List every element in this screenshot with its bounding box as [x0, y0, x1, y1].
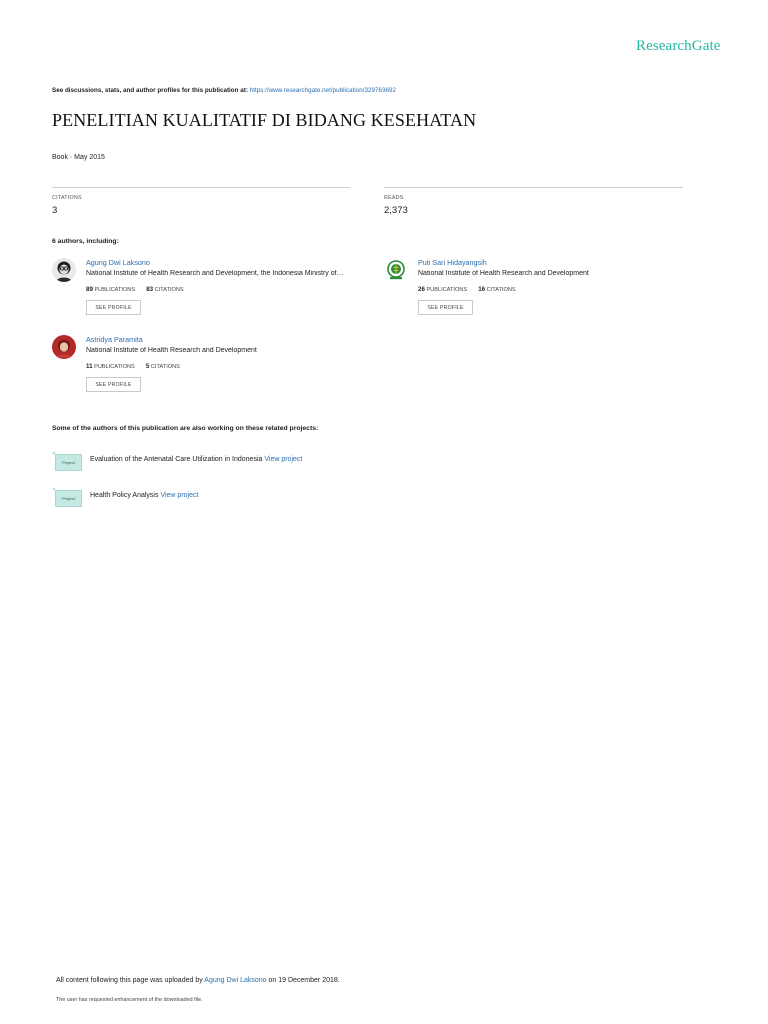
- author-affiliation: National Institute of Health Research and Development, the Indonesia Ministry of…: [86, 270, 344, 277]
- publication-url-link[interactable]: https://www.researchgate.net/publication/329763692: [249, 87, 397, 94]
- author-name-link[interactable]: Agung Dwi Laksono: [86, 258, 150, 267]
- ministry-emblem-icon[interactable]: [384, 258, 408, 282]
- project-badge-label: Project: [62, 496, 75, 501]
- publications-label: PUBLICATIONS: [94, 364, 135, 370]
- citations-count: 16: [478, 286, 486, 293]
- enhancement-note: The user has requested enhancement of the downloaded file.: [56, 997, 203, 1003]
- citations-count-label: CITATIONS: [150, 364, 180, 370]
- publications-label: PUBLICATIONS: [94, 287, 136, 293]
- project-icon: [52, 451, 84, 475]
- author-counts: [86, 286, 184, 293]
- see-profile-button[interactable]: SEE PROFILE: [418, 300, 473, 315]
- related-projects-heading: Some of the authors of this publication are also working on these related projects:: [52, 425, 319, 432]
- view-project-link[interactable]: View project: [264, 456, 303, 463]
- author-card-astridya: [52, 335, 382, 405]
- author-name-link[interactable]: Puti Sari Hidayangsih: [418, 258, 487, 267]
- researchgate-logo[interactable]: ResearchGate: [636, 38, 721, 54]
- authors-heading: 6 authors, including:: [52, 238, 119, 245]
- publications-count: 89: [86, 286, 93, 293]
- divider-reads: [384, 187, 683, 188]
- citations-value: 3: [52, 205, 58, 216]
- project-item: [52, 487, 452, 511]
- publications-count: 11: [86, 363, 93, 370]
- see-profile-button[interactable]: SEE PROFILE: [86, 377, 141, 392]
- author-counts: [86, 363, 180, 370]
- portrait-photo-icon[interactable]: [52, 258, 76, 282]
- author-affiliation: National Institute of Health Research and Development: [86, 347, 257, 354]
- citations-count: 83: [146, 286, 154, 293]
- upload-note-prefix: All content following this page was uploaded by: [56, 977, 203, 984]
- publication-title: PENELITIAN KUALITATIF DI BIDANG KESEHATAN: [52, 110, 477, 130]
- citations-label: CITATIONS: [52, 195, 82, 201]
- reads-label: READS: [384, 195, 404, 201]
- upload-note: [56, 977, 340, 984]
- citations-count-label: CITATIONS: [486, 287, 516, 293]
- project-title: Health Policy Analysis: [90, 492, 159, 499]
- author-card-puti: [384, 258, 714, 328]
- citations-count-label: CITATIONS: [154, 287, 184, 293]
- project-text: [90, 492, 198, 499]
- divider-citations: [52, 187, 350, 188]
- author-card-agung: [52, 258, 382, 328]
- project-item: [52, 451, 452, 475]
- publications-count: 26: [418, 286, 425, 293]
- discussion-notice-text: See discussions, stats, and author profiles for this publication at:: [52, 87, 248, 94]
- uploader-link[interactable]: Agung Dwi Laksono: [204, 977, 267, 984]
- portrait-photo-icon[interactable]: [52, 335, 76, 359]
- project-icon: [52, 487, 84, 511]
- discussion-notice: [52, 87, 396, 94]
- author-name-link[interactable]: Astridya Paramita: [86, 335, 143, 344]
- author-affiliation: National Institute of Health Research and Development: [418, 270, 589, 277]
- publication-meta: Book · May 2015: [52, 154, 105, 161]
- project-badge-label: Project: [62, 460, 75, 465]
- view-project-link[interactable]: View project: [160, 492, 199, 499]
- project-text: [90, 456, 302, 463]
- author-counts: [418, 286, 516, 293]
- project-title: Evaluation of the Antenatal Care Utilization in Indonesia: [90, 456, 263, 463]
- publications-label: PUBLICATIONS: [426, 287, 468, 293]
- see-profile-button[interactable]: SEE PROFILE: [86, 300, 141, 315]
- upload-note-suffix: on 19 December 2018.: [268, 977, 340, 984]
- reads-value: 2,373: [384, 205, 408, 216]
- citations-count: 5: [145, 363, 150, 370]
